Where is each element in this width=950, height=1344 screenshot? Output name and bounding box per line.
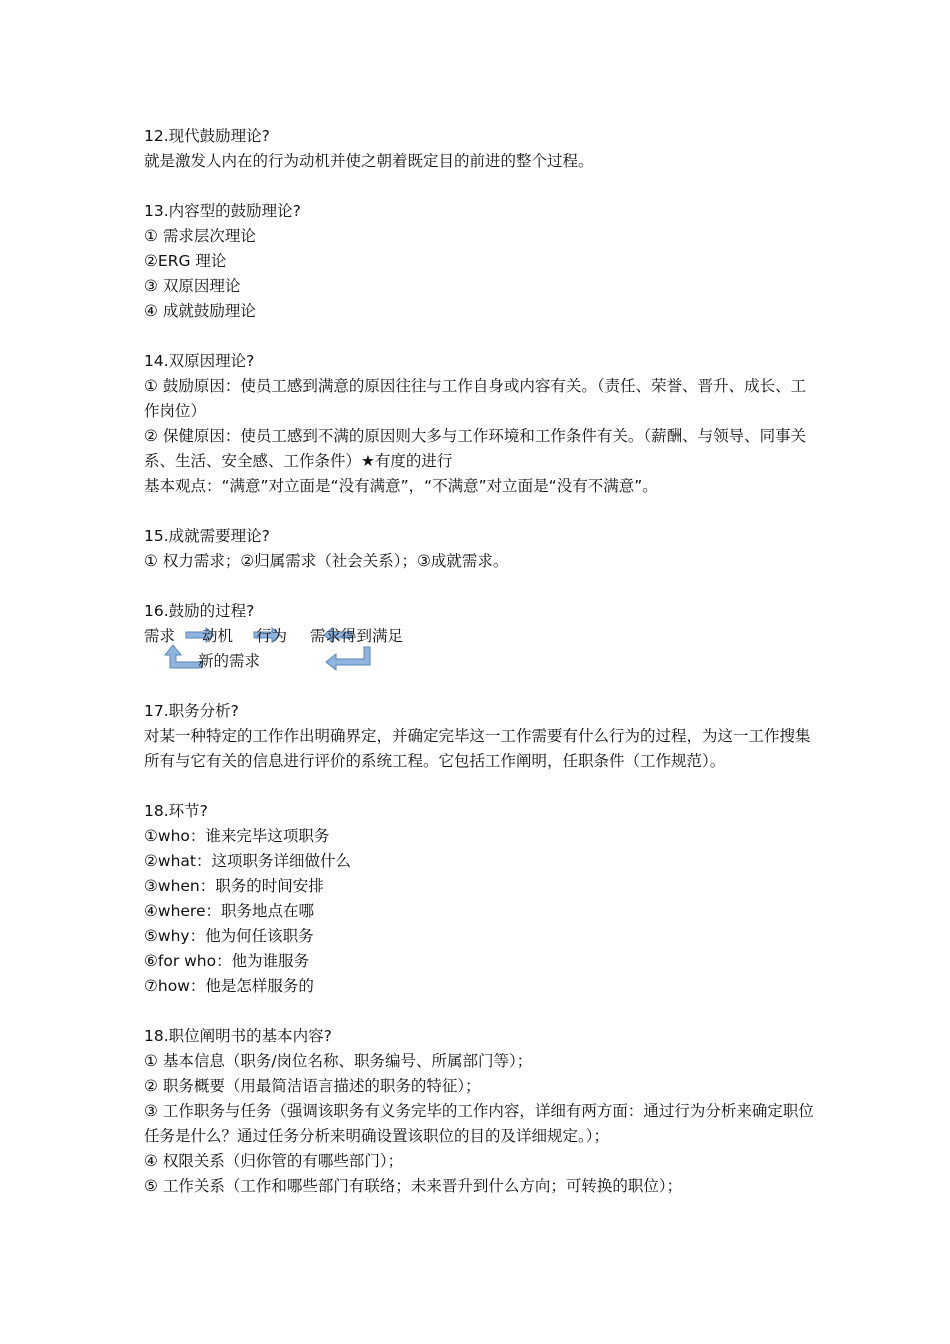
list-item: ⑤ 工作关系（工作和哪些部门有联络；未来晋升到什么方向；可转换的职位）； xyxy=(144,1177,683,1195)
list-item: ②what：这项职务详细做什么 xyxy=(144,852,351,870)
question-17-answer: 对某一种特定的工作作出明确界定，并确定完毕这一工作需要有什么行为的过程，为这一工作搜集所有与它有关的信息进行评价的系统工程。它包括工作阐明，任职条件（工作规范）。 xyxy=(144,727,811,770)
flow-need: 需求 xyxy=(144,627,176,645)
list-item: ② 职务概要（用最简洁语言描述的职务的特征）； xyxy=(144,1077,481,1095)
question-14-title: 14.双原因理论? xyxy=(144,352,255,370)
elbow-arrow-icon xyxy=(326,647,370,670)
document-content xyxy=(144,124,816,1199)
question-16-title: 16.鼓励的过程? xyxy=(144,602,255,620)
list-item: ④where：职务地点在哪 xyxy=(144,902,315,920)
list-item: ③when：职务的时间安排 xyxy=(144,877,324,895)
question-17-title: 17.职务分析? xyxy=(144,702,239,720)
question-12-title: 12.现代鼓励理论? xyxy=(144,127,270,145)
question-13-title: 13.内容型的鼓励理论? xyxy=(144,202,301,220)
question-15-title: 15.成就需要理论? xyxy=(144,527,270,545)
question-18-steps-title: 18.环节? xyxy=(144,802,208,820)
list-item: ③ 双原因理论 xyxy=(144,277,241,295)
list-item: ④ 权限关系（归你管的有哪些部门）； xyxy=(144,1152,404,1170)
list-item: ① 基本信息（职务/岗位名称、职务编号、所属部门等）； xyxy=(144,1052,533,1070)
question-14-motivators: ① 鼓励原因：使员工感到满意的原因往往与工作自身或内容有关。（责任、荣誉、晋升、成长、工作岗位） xyxy=(144,377,807,420)
list-item: ①who：谁来完毕这项职务 xyxy=(144,827,330,845)
motivation-process-diagram xyxy=(144,624,816,674)
flow-motive: 动机 xyxy=(202,627,234,645)
list-item: ⑥for who：他为谁服务 xyxy=(144,952,310,970)
question-15-answer: ① 权力需求；②归属需求（社会关系）；③成就需求。 xyxy=(144,552,509,570)
question-12-answer: 就是激发人内在的行为动机并使之朝着既定目的前进的整个过程。 xyxy=(144,152,594,170)
flow-new-need: 新的需求 xyxy=(198,652,261,670)
list-item: ②ERG 理论 xyxy=(144,252,227,270)
list-item: ⑤why：他为何任该职务 xyxy=(144,927,314,945)
flow-behavior: 行为 xyxy=(256,627,288,645)
question-18-description-title: 18.职位阐明书的基本内容? xyxy=(144,1027,332,1045)
list-item: ⑦how：他是怎样服务的 xyxy=(144,977,314,995)
flow-satisfied: 需求得到满足 xyxy=(310,627,404,645)
question-14-hygiene: ② 保健原因：使员工感到不满的原因则大多与工作环境和工作条件有关。（薪酬、与领导、同事关系、生活、安全感、工作条件）★有度的进行 xyxy=(144,427,807,470)
question-14-basic-view: 基本观点：“满意”对立面是“没有满意”，“不满意”对立面是“没有不满意”。 xyxy=(144,477,658,495)
list-item: ① 需求层次理论 xyxy=(144,227,256,245)
list-item: ③ 工作职务与任务（强调该职务有义务完毕的工作内容，详细有两方面：通过行为分析来确定职位任务是什么？通过任务分析来明确设置该职位的目的及详细规定。）； xyxy=(144,1102,814,1145)
list-item: ④ 成就鼓励理论 xyxy=(144,302,256,320)
